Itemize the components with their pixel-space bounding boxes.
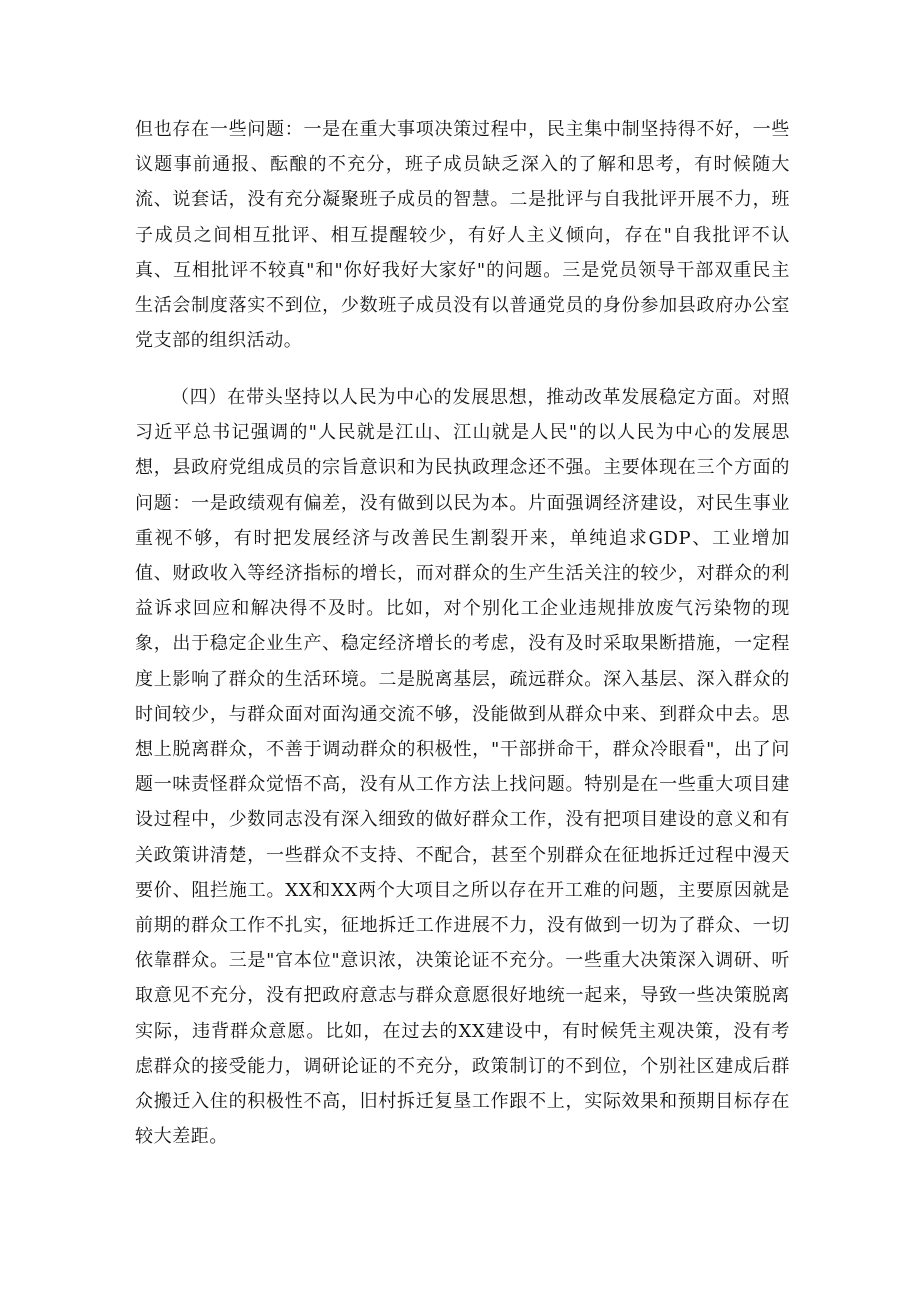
body-paragraph-2: （四）在带头坚持以人民为中心的发展思想，推动改革发展稳定方面。对照习近平总书记强调的"人民就是江山、江山就是人民"的以人民为中心的发展思想，县政府党组成员的宗旨意识和为民执政理念还不强。主要体现在三个方面的问题：一是政绩观有偏差，没有做到以民为本。片面强调经济建设，对民生事业重视不够，有时把发展经济与改善民生割裂开来，单纯追求GDP、工业增加值、财政收入等经济指标的增长，而对群众的生产生活关注的较少，对群众的利益诉求回应和解决得不及时。比如，对个别化工企业违规排放废气污染物的现象，出于稳定企业生产、稳定经济增长的考虑，没有及时采取果断措施，一定程度上影响了群众的生活环境。二是脱离基层，疏远群众。深入基层、深入群众的时间较少，与群众面对面沟通交流不够，没能做到从群众中来、到群众中去。思想上脱离群众，不善于调动群众的积极性，"干部拼命干，群众冷眼看"，出了问题一味责怪群众觉悟不高，没有从工作方法上找问题。特别是在一些重大项目建设过程中，少数同志没有深入细致的做好群众工作，没有把项目建设的意义和有关政策讲清楚，一些群众不支持、不配合，甚至个别群众在征地拆迁过程中漫天要价、阻拦施工。XX和XX两个大项目之所以存在开工难的问题，主要原因就是前期的群众工作不扎实，征地拆迁工作进展不力，没有做到一切为了群众、一切依靠群众。三是"官本位"意识浓，决策论证不充分。一些重大决策深入调研、听取意见不充分，没有把政府意志与群众意愿很好地统一起来，导致一些决策脱离实际，违背群众意愿。比如，在过去的XX建设中，有时候凭主观决策，没有考虑群众的接受能力，调研论证的不充分，政策制订的不到位，个别社区建成后群众搬迁入住的积极性不高，旧村拆迁复垦工作跟不上，实际效果和预期目标存在较大差距。 (135, 387, 790, 1148)
body-paragraph-1: 但也存在一些问题：一是在重大事项决策过程中，民主集中制坚持得不好，一些议题事前通报、酝酿的不充分，班子成员缺乏深入的了解和思考，有时候随大流、说套话，没有充分凝聚班子成员的智慧。二是批评与自我批评开展不力，班子成员之间相互批评、相互提醒较少，有好人主义倾向，存在"自我批评不认真、互相批评不较真"和"你好我好大家好"的问题。三是党员领导干部双重民主生活会制度落实不到位，少数班子成员没有以普通党员的身份参加县政府办公室党支部的组织活动。 (135, 119, 790, 352)
